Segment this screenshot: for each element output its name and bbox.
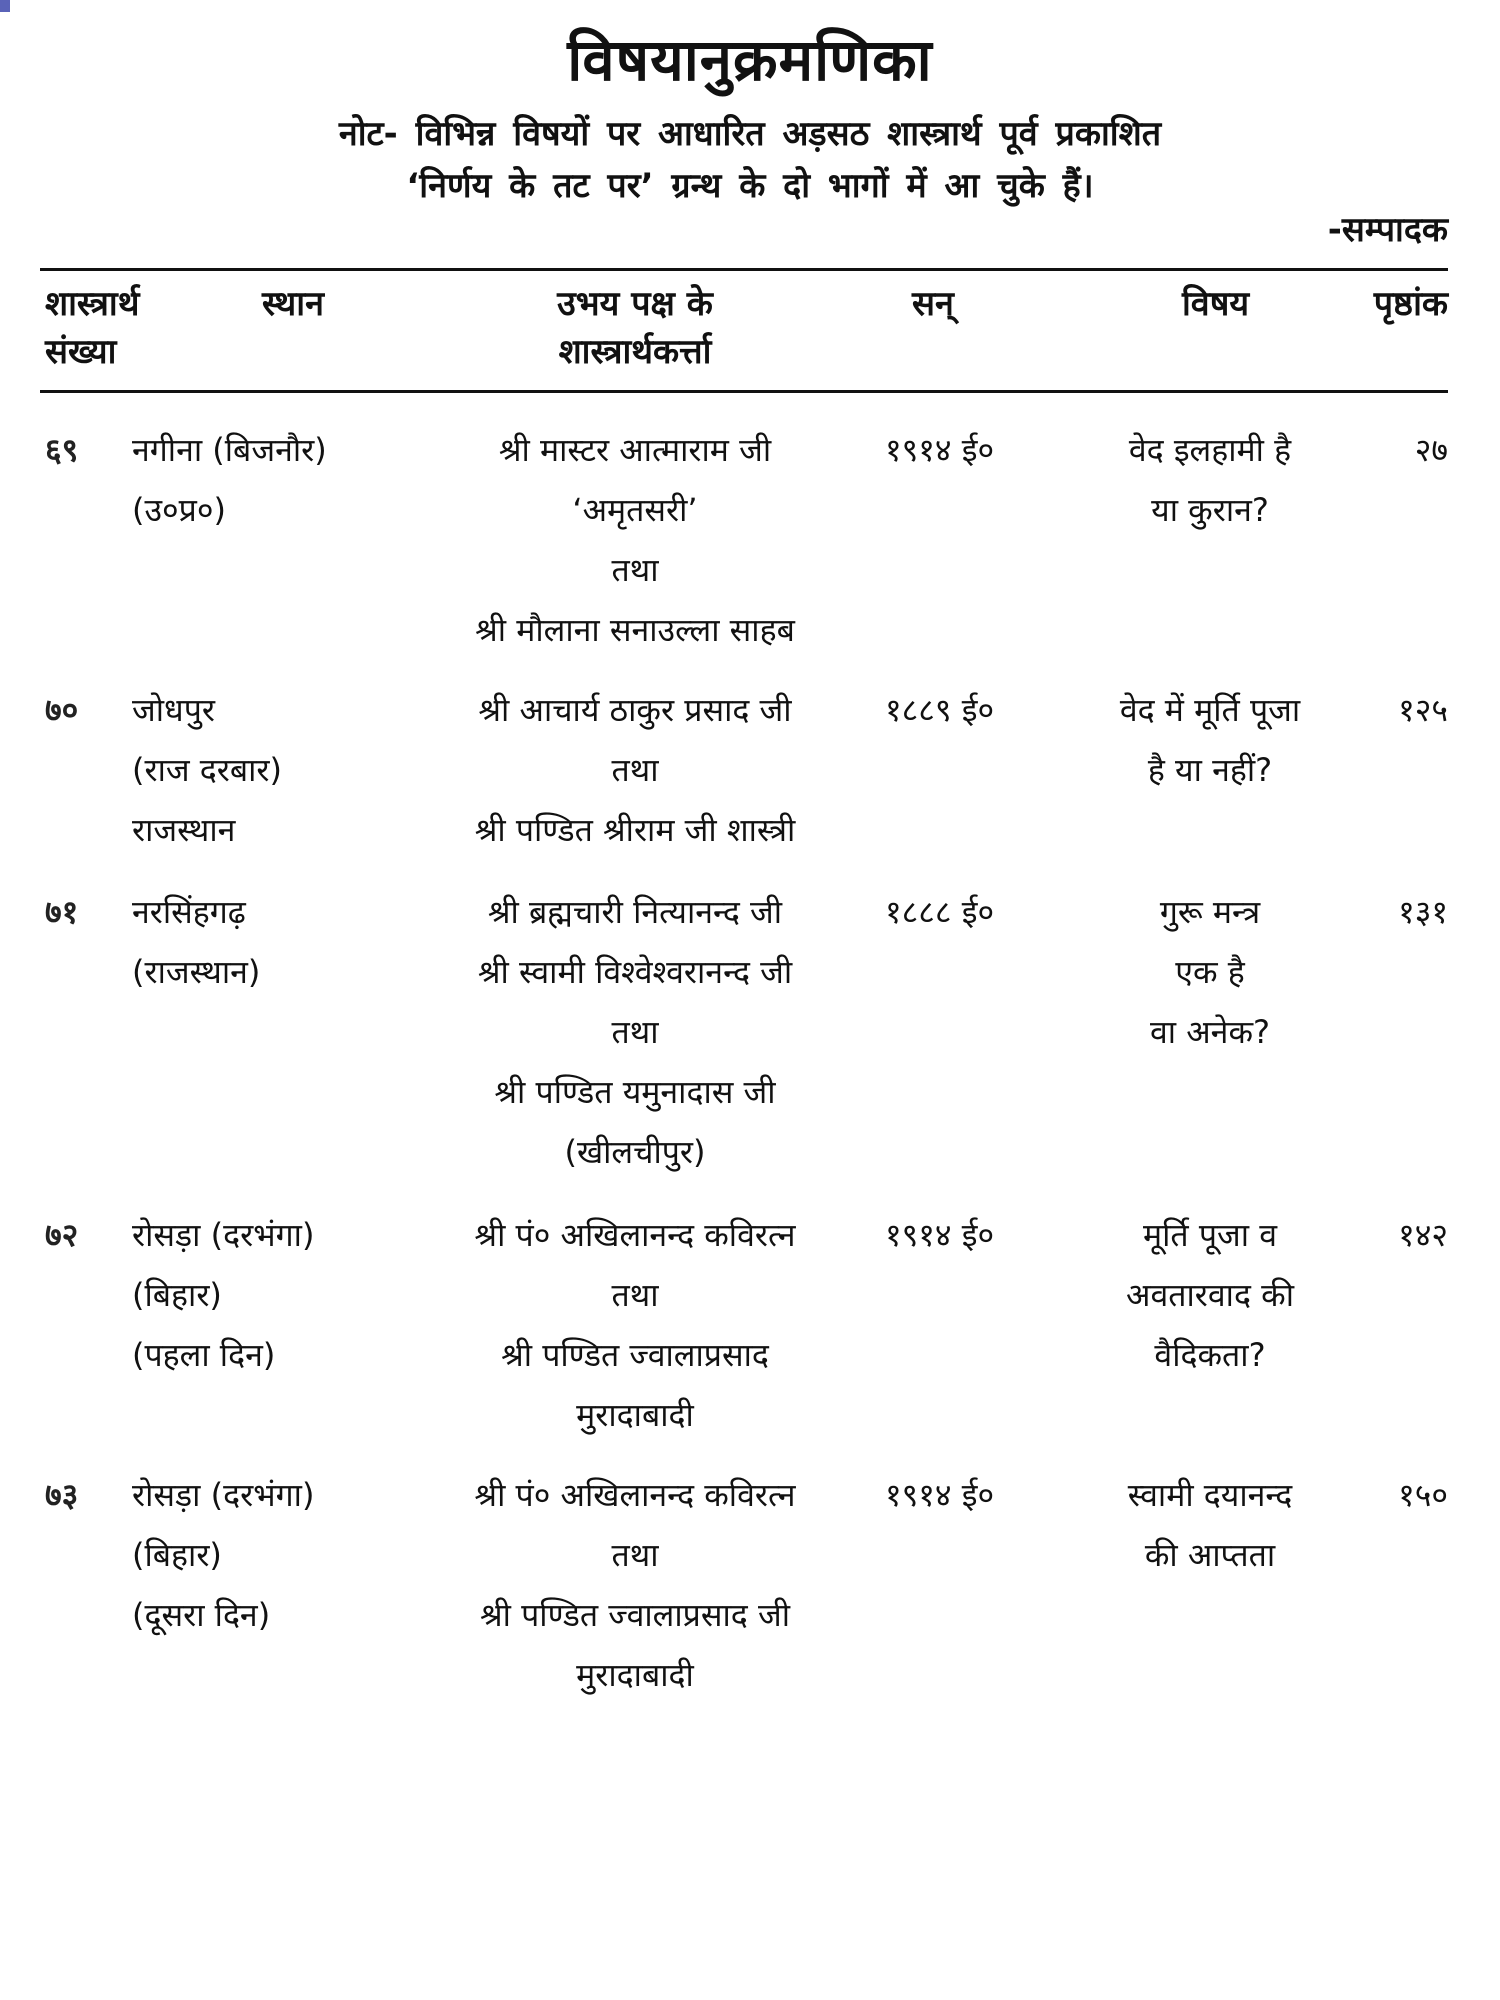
- header-number: [45, 280, 139, 376]
- parties-line: श्री पण्डित श्रीराम जी शास्त्री: [474, 811, 796, 849]
- row-page: १५०: [1398, 1476, 1448, 1514]
- note-line-1: नोट- विभिन्न विषयों पर आधारित अड़सठ शास्त्रार्थ पूर्व प्रकाशित: [338, 114, 1162, 154]
- header-subject: विषय: [1182, 284, 1250, 324]
- row-place: [132, 680, 432, 860]
- parties-line: श्री पण्डित ज्वालाप्रसाद जी: [479, 1596, 790, 1634]
- row-number: ७१: [45, 893, 79, 931]
- place-line: (राजस्थान): [132, 953, 261, 991]
- parties-line: श्री पण्डित यमुनादास जी: [494, 1073, 776, 1111]
- row-subject: [1060, 680, 1360, 800]
- parties-line: तथा: [611, 1013, 659, 1051]
- subject-line: स्वामी दयानन्द: [1127, 1476, 1293, 1514]
- row-number: ७३: [45, 1476, 79, 1514]
- parties-line: तथा: [611, 551, 659, 589]
- place-line: रोसड़ा (दरभंगा): [132, 1216, 315, 1254]
- row-page: १४२: [1398, 1216, 1448, 1254]
- subject-line: की आप्तता: [1144, 1536, 1276, 1574]
- place-line: रोसड़ा (दरभंगा): [132, 1476, 315, 1514]
- parties-line: तथा: [611, 751, 659, 789]
- row-year: १८८९ ई०: [885, 691, 995, 729]
- editor-signature: -सम्पादक: [1327, 210, 1448, 250]
- row-number: ६९: [45, 431, 79, 469]
- row-subject: [1060, 420, 1360, 540]
- row-parties: [400, 1465, 870, 1705]
- parties-line: श्री मास्टर आत्माराम जी: [498, 431, 772, 469]
- row-page: २७: [1414, 431, 1448, 469]
- parties-line: श्री पण्डित ज्वालाप्रसाद: [501, 1336, 769, 1374]
- subject-line: मूर्ति पूजा व: [1142, 1216, 1277, 1254]
- header-parties-line-2: शास्त्रार्थकर्त्ता: [558, 332, 712, 372]
- subject-line: गुरू मन्त्र: [1159, 893, 1261, 931]
- place-line: राजस्थान: [132, 811, 236, 849]
- place-line: नरसिंहगढ़: [132, 893, 246, 931]
- parties-line: श्री स्वामी विश्वेश्वरानन्द जी: [477, 953, 793, 991]
- row-parties: [400, 882, 870, 1182]
- parties-line: श्री मौलाना सनाउल्ला साहब: [475, 611, 795, 649]
- header-page: पृष्ठांक: [1373, 284, 1448, 324]
- row-subject: [1060, 882, 1360, 1062]
- subject-line: अवतारवाद की: [1126, 1276, 1294, 1314]
- place-line: नगीना (बिजनौर): [132, 431, 327, 469]
- parties-line: मुरादाबादी: [576, 1656, 694, 1694]
- note-line-2: ‘निर्णय के तट पर’ ग्रन्थ के दो भागों में आ चुके हैं।: [406, 166, 1094, 206]
- subject-line: है या नहीं?: [1147, 751, 1273, 789]
- parties-line: श्री आचार्य ठाकुर प्रसाद जी: [478, 691, 792, 729]
- row-place: [132, 1465, 432, 1645]
- subject-line: वा अनेक?: [1149, 1013, 1271, 1051]
- row-year: १९१४ ई०: [885, 431, 995, 469]
- header-place: स्थान: [262, 284, 324, 324]
- parties-line: श्री पं० अखिलानन्द कविरत्न: [474, 1476, 796, 1514]
- parties-line: तथा: [611, 1536, 659, 1574]
- place-line: (बिहार): [132, 1276, 222, 1314]
- subject-line: वैदिकता?: [1154, 1336, 1266, 1374]
- row-number: ७०: [45, 691, 79, 729]
- row-number: ७२: [45, 1216, 79, 1254]
- header-number-line-1: शास्त्रार्थ: [45, 284, 140, 324]
- scan-corner-mark: [0, 0, 10, 12]
- header-parties-line-1: उभय पक्ष के: [557, 284, 713, 324]
- header-top-rule: [40, 268, 1448, 271]
- editor-note: [0, 108, 1500, 212]
- parties-line: मुरादाबादी: [576, 1396, 694, 1434]
- row-parties: [400, 420, 870, 660]
- row-subject: [1060, 1465, 1360, 1585]
- page-title: विषयानुक्रमणिका: [567, 26, 933, 94]
- row-parties: [400, 680, 870, 860]
- row-page: १३१: [1398, 893, 1448, 931]
- row-place: [132, 1205, 432, 1385]
- parties-line: ‘अमृतसरी’: [572, 491, 698, 529]
- place-line: (बिहार): [132, 1536, 222, 1574]
- place-line: जोधपुर: [132, 691, 215, 729]
- subject-line: एक है: [1175, 953, 1245, 991]
- header-number-line-2: संख्या: [45, 332, 117, 372]
- parties-line: श्री पं० अखिलानन्द कविरत्न: [474, 1216, 796, 1254]
- row-year: १८८८ ई०: [885, 893, 995, 931]
- header-year: सन्: [912, 284, 954, 324]
- row-year: १९१४ ई०: [885, 1476, 995, 1514]
- header-bottom-rule: [40, 390, 1448, 393]
- row-place: [132, 420, 432, 540]
- place-line: (पहला दिन): [132, 1336, 276, 1374]
- parties-line: (खीलचीपुर): [564, 1133, 706, 1171]
- subject-line: वेद इलहामी है: [1128, 431, 1292, 469]
- subject-line: या कुरान?: [1151, 491, 1269, 529]
- row-parties: [400, 1205, 870, 1445]
- header-parties: [400, 280, 870, 376]
- place-line: (राज दरबार): [132, 751, 282, 789]
- row-place: [132, 882, 432, 1002]
- subject-line: वेद में मूर्ति पूजा: [1119, 691, 1301, 729]
- place-line: (दूसरा दिन): [132, 1596, 271, 1634]
- row-subject: [1060, 1205, 1360, 1385]
- parties-line: तथा: [611, 1276, 659, 1314]
- row-year: १९१४ ई०: [885, 1216, 995, 1254]
- place-line: (उ०प्र०): [132, 491, 226, 529]
- parties-line: श्री ब्रह्मचारी नित्यानन्द जी: [487, 893, 783, 931]
- row-page: १२५: [1398, 691, 1448, 729]
